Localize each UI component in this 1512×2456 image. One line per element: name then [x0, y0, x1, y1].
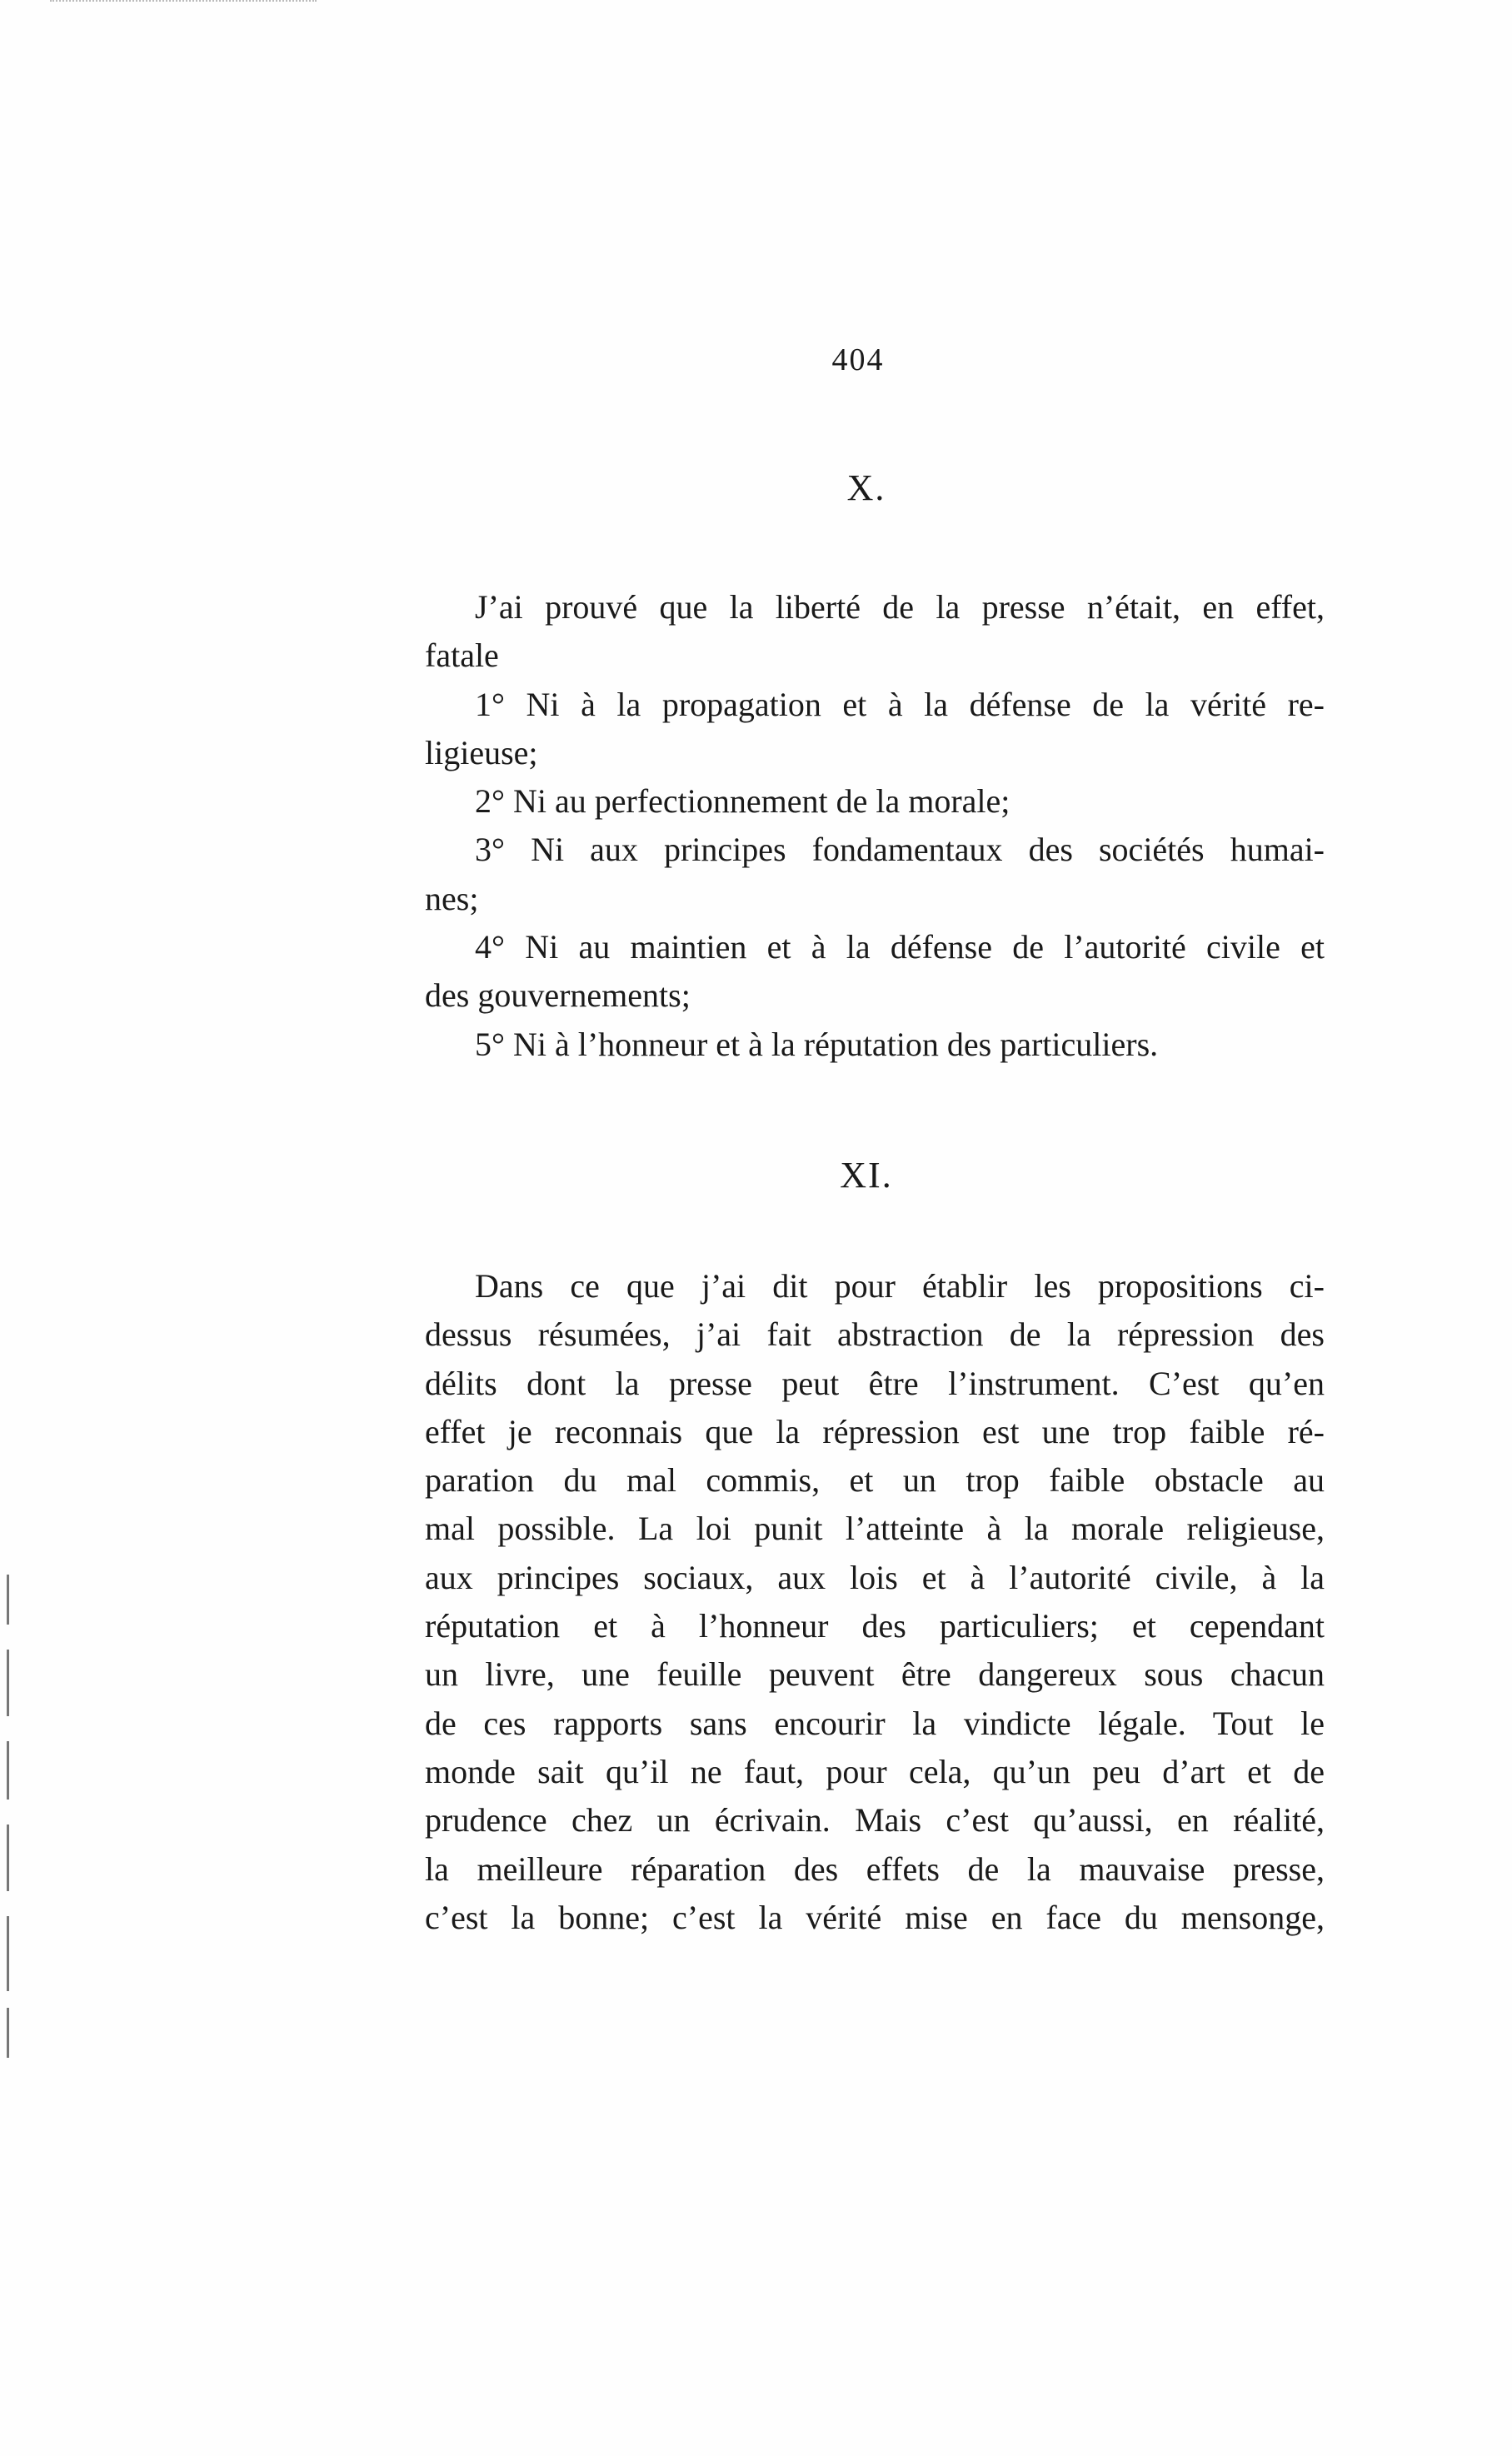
section-x-body [425, 583, 1325, 1069]
text-line: monde sait qu’il ne faut, pour cela, qu’un peu d’art et de [425, 1752, 1325, 1790]
text-line: J’ai prouvé que la liberté de la presse n’était, en effet, [475, 588, 1325, 626]
text-line: mal possible. La loi punit l’atteinte à la morale religieuse, [425, 1510, 1325, 1548]
section-xi-body [425, 1262, 1325, 1942]
section-heading-xi: XI. [840, 1155, 893, 1196]
scan-artifact [50, 0, 317, 7]
text-line: aux principes sociaux, aux lois et à l’autorité civile, à la [425, 1558, 1325, 1596]
text-line: prudence chez un écrivain. Mais c’est qu’aussi, en réalité, [425, 1801, 1325, 1840]
text-line: délits dont la presse peut être l’instrument. C’est qu’en [425, 1364, 1325, 1402]
text-line: des gouvernements; [425, 976, 691, 1015]
text-line: 1° Ni à la propagation et à la défense de la vérité re- [475, 685, 1325, 723]
text-line: paration du mal commis, et un trop faible obstacle au [425, 1461, 1325, 1500]
text-line: effet je reconnais que la répression est une trop faible ré- [425, 1412, 1325, 1450]
text-line: réputation et à l’honneur des particuliers; et cependant [425, 1607, 1325, 1645]
text-line: nes; [425, 879, 479, 917]
margin-mark [7, 1575, 9, 1625]
text-line: ligieuse; [425, 733, 538, 771]
margin-mark [7, 2008, 9, 2058]
text-line: de ces rapports sans encourir la vindicte légale. Tout le [425, 1704, 1325, 1742]
text-line: Dans ce que j’ai dit pour établir les propositions ci- [475, 1267, 1325, 1305]
text-line: c’est la bonne; c’est la vérité mise en face du mensonge, [425, 1898, 1325, 1936]
text-line: 5° Ni à l’honneur et à la réputation des particuliers. [475, 1025, 1159, 1063]
margin-mark [7, 1916, 9, 1991]
margin-mark [7, 1741, 9, 1800]
text-line: 2° Ni au perfectionnement de la morale; [475, 782, 1010, 821]
section-heading-x: X. [846, 467, 886, 508]
margin-mark [7, 1825, 9, 1891]
text-line: fatale [425, 636, 499, 675]
text-line: 3° Ni aux principes fondamentaux des sociétés humai- [475, 831, 1325, 869]
text-line: dessus résumées, j’ai fait abstraction de la répression des [425, 1315, 1325, 1354]
text-line: 4° Ni au maintien et à la défense de l’autorité civile et [475, 928, 1325, 966]
page-number: 404 [831, 342, 885, 377]
margin-mark [7, 1650, 9, 1716]
text-line: un livre, une feuille peuvent être dangereux sous chacun [425, 1655, 1325, 1694]
text-line: la meilleure réparation des effets de la mauvaise presse, [425, 1849, 1325, 1888]
